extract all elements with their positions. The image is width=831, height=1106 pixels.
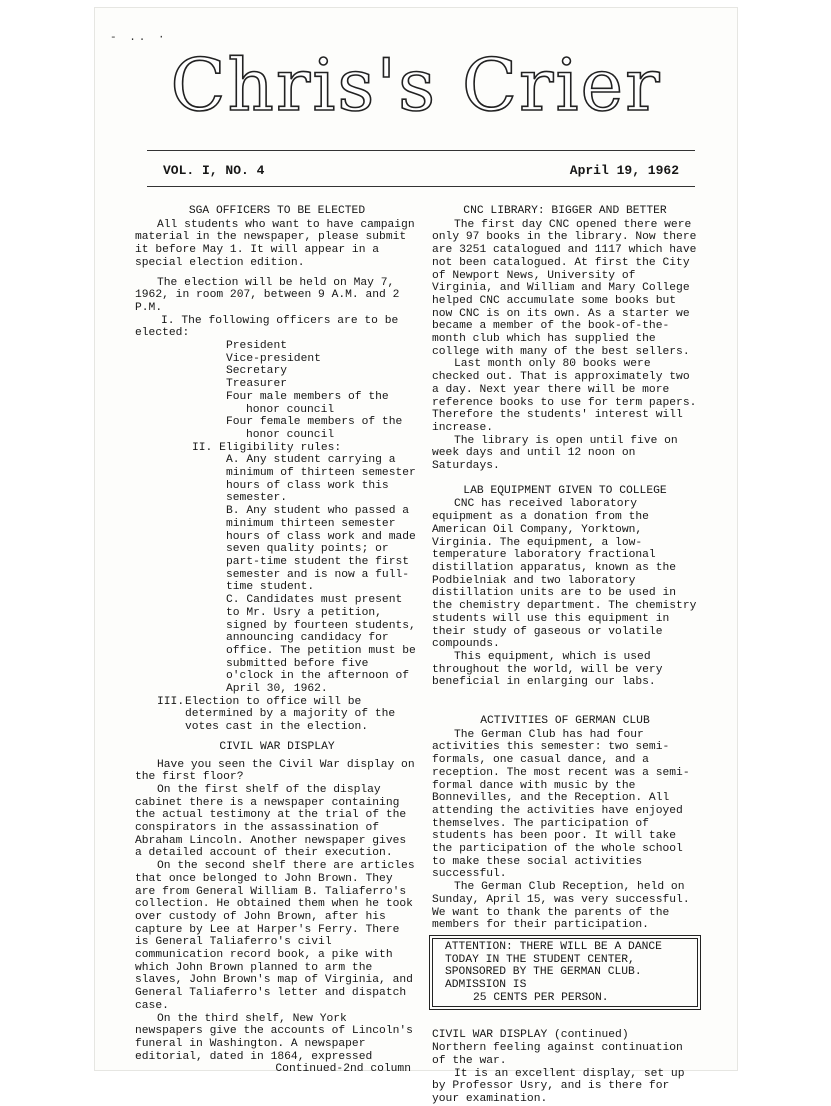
sga-intro: All students who want to have campaign material in the newspaper, please submit it before May 1. It will appear in a special election edition. [135, 218, 415, 269]
civil-war-p1: Have you seen the Civil War display on the first floor? [135, 758, 415, 784]
continued-note: Continued-2nd column [275, 1063, 411, 1076]
lab-p2: This equipment, which is used throughout the world, will be very beneficial in enlarging our labs. [432, 650, 663, 689]
sga-election: The election will be held on May 7, 1962, in room 207, between 9 A.M. and 2 P.M. [135, 276, 400, 314]
rule-a: A. Any student carrying a minimum of thirteen semester hours of class work this semester. [226, 454, 416, 505]
dance-notice-box [432, 938, 698, 1008]
civil-war-cont-p2: It is an excellent display, set up by Professor Usry, and is there for your examination. [432, 1067, 685, 1105]
notice-line2: 25 CENTS PER PERSON. [473, 991, 609, 1004]
german-p1: The German Club has had four activities this semester: two semi-formals, one casual dance, and a reception. The most recent was a semi-formal dance with music by the Bonnevilles, and the Reception. All attending the activities have enjoyed themselves. The participation of students has been poor. It will take the participation of the whole school to make these social activities successful. [432, 728, 690, 881]
sga-section1 [135, 315, 419, 340]
lab-heading: LAB EQUIPMENT GIVEN TO COLLEGE [463, 484, 667, 497]
lab-p1: CNC has received laboratory equipment as a donation from the American Oil Company, Yorktown, Virginia. The equipment, a low-temperature laboratory fractional distillation apparatus, known as the Podbielniak and two laboratory distillation units are to be used in the chemistry department. The chemistry students will use this equipment in their study of gaseous or volatile compounds. [432, 498, 697, 651]
officer-item: President [226, 340, 288, 353]
library-p3: The library is open until five on week days and until 12 noon on Saturdays. [432, 434, 678, 473]
council-male: Four male members of the [226, 390, 389, 403]
rule-c: C. Candidates must present to Mr. Usry a petition, signed by fourteen students, announcing candidacy for office. The petition must be submitted before five o'clock in the afternoon of April 30, 1962. [226, 594, 416, 696]
section2-number: II. [192, 441, 213, 454]
civil-war-heading: CIVIL WAR DISPLAY [219, 740, 335, 753]
civil-war-p3: On the second shelf there are articles that once belonged to John Brown. They are from General William B. Taliaferro's collection. He obtained them when he took over custody of John Brown, after his capture by Lee at Harper's Ferry. There is General Taliaferro's civil communication record book, a pike with which John Brown planned to arm the slaves, John Brown's map of Virginia, and General Taliaferro's letter and dispatch case. [135, 860, 415, 1012]
civil-war-cont-p1: Northern feeling against continuation of the war. [432, 1042, 683, 1067]
right-column [432, 205, 698, 1106]
section1-number: I. [161, 314, 175, 327]
civil-war-p2: On the first shelf of the display cabinet there is a newspaper containing the actual testimony at the trial of the conspirators in the assassination of Abraham Lincoln. Another newspaper gives a detailed account of their execution. [135, 783, 407, 860]
scan-specks: - .. · [110, 32, 168, 44]
german-heading: ACTIVITIES OF GERMAN CLUB [480, 715, 650, 728]
german-p2: The German Club Reception, held on Sunday, April 15, was very successful. We want to thank the parents of the members for their participation. [432, 881, 690, 932]
civil-war-cont-heading: CIVIL WAR DISPLAY (continued) [432, 1029, 629, 1042]
section2-text: Eligibility rules: [219, 441, 342, 454]
section1-text: The following officers are to be elected: [135, 314, 399, 340]
rule-b: B. Any student who passed a minimum thirteen semester hours of class work and made seven quality points; or part-time student the first semester and is now a full-time student. [226, 505, 416, 594]
header-rule [147, 186, 695, 187]
issue-volume: VOL. I, NO. 4 [163, 163, 265, 178]
masthead-rule [147, 150, 695, 151]
council-female: Four female members of the [226, 416, 403, 429]
civil-war-p4: On the third shelf, New York newspapers give the accounts of Lincoln's funeral in Washington. A newspaper editorial, dated in 1864, expressed [135, 1012, 413, 1063]
notice-line1: ATTENTION: THERE WILL BE A DANCE TODAY IN THE STUDENT CENTER, SPONSORED BY THE GERMAN CLUB. ADMISSION IS [445, 940, 662, 992]
library-heading: CNC LIBRARY: BIGGER AND BETTER [463, 205, 667, 217]
issue-date: April 19, 1962 [569, 163, 679, 178]
sga-section3 [135, 696, 419, 734]
officer-item: Treasurer [226, 378, 288, 391]
officer-item: Vice-president [226, 352, 321, 365]
section3-text: Election to office will be determined by a majority of the votes cast in the election. [185, 695, 396, 734]
sga-heading: SGA OFFICERS TO BE ELECTED [188, 205, 366, 217]
section3-number: III. [157, 695, 185, 708]
newsletter-page [95, 8, 737, 1105]
masthead-title: Chris's Crier [170, 43, 662, 127]
sga-section2 [135, 442, 419, 455]
council-male-cont: honor council [246, 403, 335, 416]
council-female-cont: honor council [246, 428, 335, 441]
library-p2: Last month only 80 books were checked out. That is approximately two a day. Next year there will be more reference books to use for term papers. Therefore the students' interest will increase. [432, 358, 697, 434]
officer-item: Secretary [226, 365, 288, 378]
library-p1: The first day CNC opened there were only 97 books in the library. Now there are 3251 catalogued and 1117 which have not been catalogued. At first the City of Newport News, University of Virginia, and William and Mary College helped CNC accumulate some books but now CNC is on its own. As a starter we became a member of the book-of-the-month club which has supplied the college with many of the best sellers. [432, 218, 697, 358]
left-column [135, 205, 419, 1076]
